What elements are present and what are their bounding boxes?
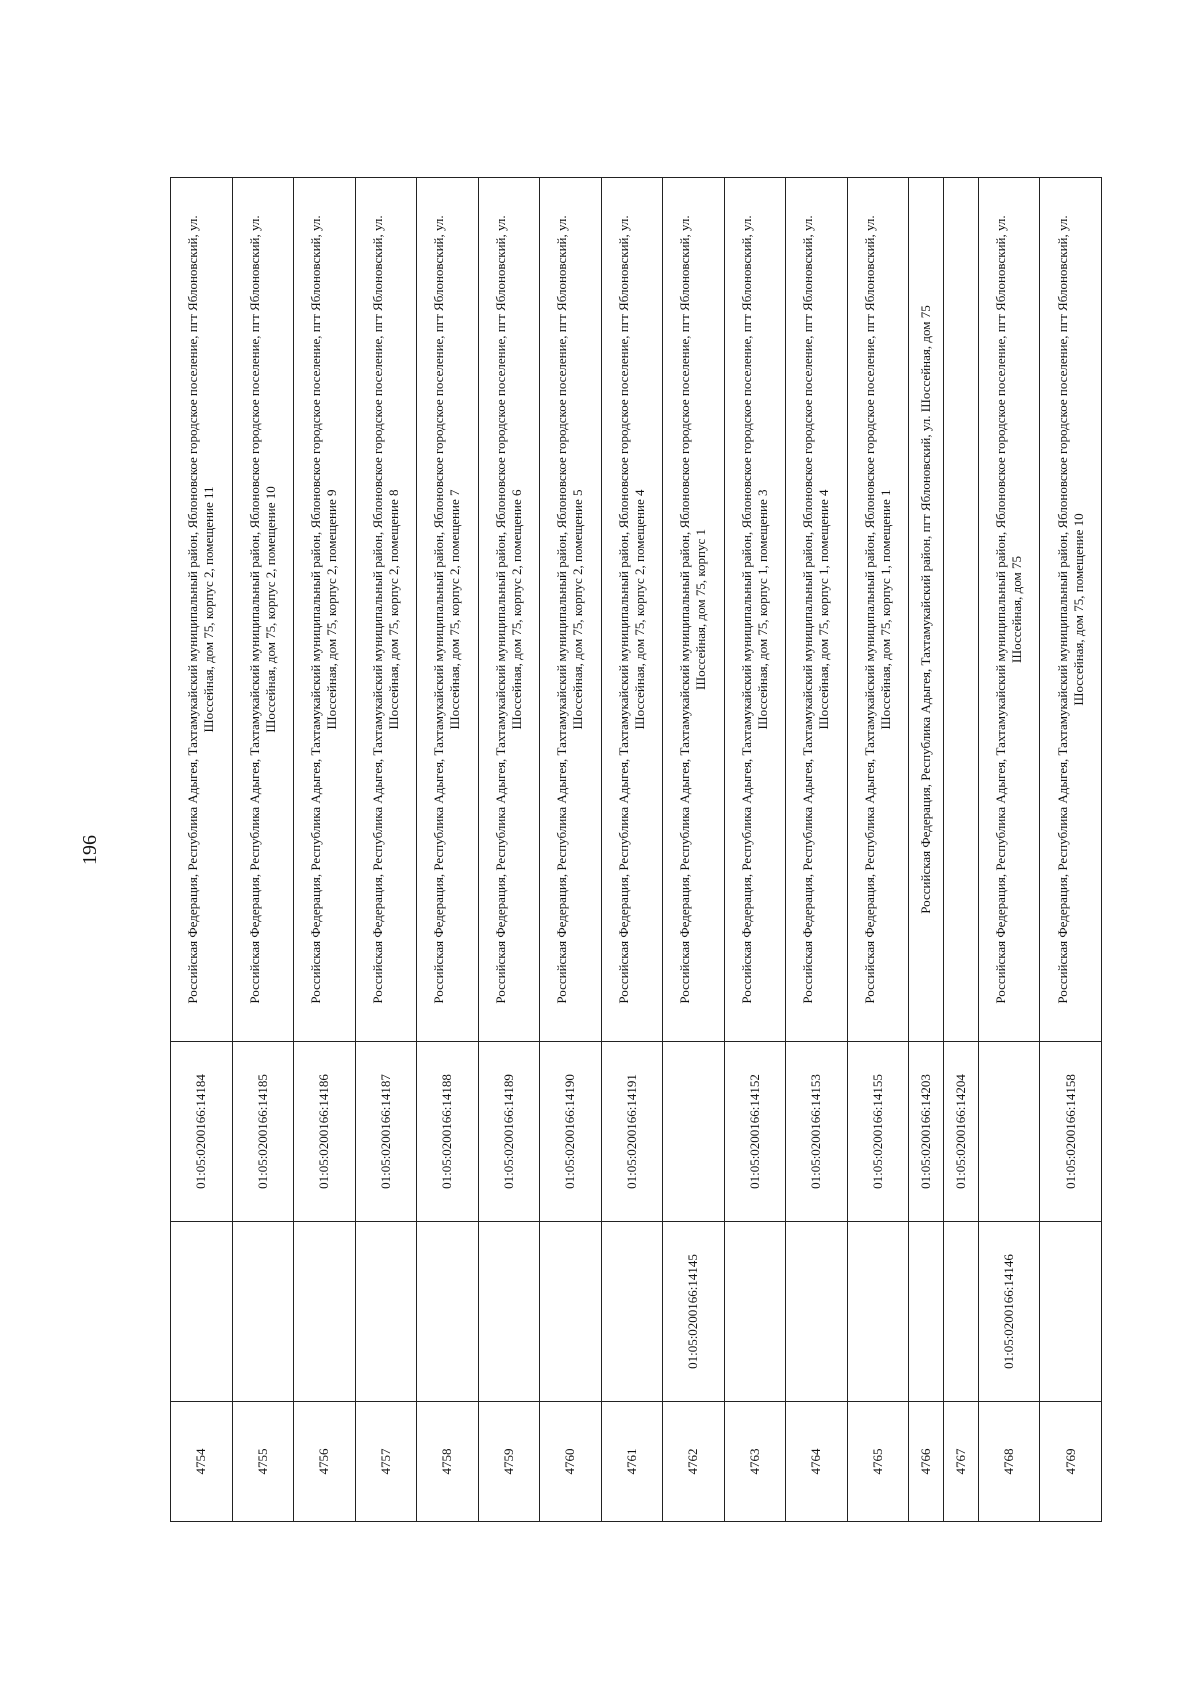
table-row <box>540 178 602 1522</box>
row-number: 4761 <box>601 1402 663 1522</box>
parent-cadastral-number: 01:05:0200166:14146 <box>978 1222 1040 1402</box>
parent-cadastral-number <box>943 1222 978 1402</box>
row-number: 4769 <box>1040 1402 1102 1522</box>
cadastral-number: 01:05:0200166:14185 <box>232 1042 294 1222</box>
row-number: 4754 <box>171 1402 233 1522</box>
cadastral-number <box>978 1042 1040 1222</box>
cadastral-number: 01:05:0200166:14189 <box>478 1042 540 1222</box>
row-number: 4764 <box>786 1402 848 1522</box>
table-row <box>909 178 944 1522</box>
cadastral-number: 01:05:0200166:14158 <box>1040 1042 1102 1222</box>
address: Российская Федерация, Республика Адыгея, Тахтамукайский муниципальный район, Яблоновское городское поселение, пгт Яблоновский, ул. Шоссейная, дом 75, корпус 2, помещение 6 <box>478 178 540 1042</box>
registry-table <box>170 177 1102 1522</box>
parent-cadastral-number <box>171 1222 233 1402</box>
table-row <box>355 178 417 1522</box>
row-number: 4767 <box>943 1402 978 1522</box>
cadastral-number: 01:05:0200166:14153 <box>786 1042 848 1222</box>
parent-cadastral-number <box>1040 1222 1102 1402</box>
parent-cadastral-number <box>786 1222 848 1402</box>
address: Российская Федерация, Республика Адыгея, Тахтамукайский муниципальный район, Яблоновское городское поселение, пгт Яблоновский, ул. Шоссейная, дом 75, помещение 10 <box>1040 178 1102 1042</box>
address <box>943 178 978 1042</box>
cadastral-number: 01:05:0200166:14204 <box>943 1042 978 1222</box>
table-row <box>417 178 479 1522</box>
row-number: 4755 <box>232 1402 294 1522</box>
table-row <box>171 178 233 1522</box>
table-row <box>478 178 540 1522</box>
address: Российская Федерация, Республика Адыгея, Тахтамукайский муниципальный район, Яблоновское городское поселение, пгт Яблоновский, ул. Шоссейная, дом 75, корпус 1, помещение 3 <box>724 178 786 1042</box>
row-number: 4762 <box>663 1402 725 1522</box>
table-row <box>786 178 848 1522</box>
table-row <box>294 178 356 1522</box>
address: Российская Федерация, Республика Адыгея, Тахтамукайский муниципальный район, Яблоновское городское поселение, пгт Яблоновский, ул. Шоссейная, дом 75, корпус 2, помещение 9 <box>294 178 356 1042</box>
row-number: 4759 <box>478 1402 540 1522</box>
parent-cadastral-number <box>847 1222 909 1402</box>
table-row <box>847 178 909 1522</box>
address: Российская Федерация, Республика Адыгея, Тахтамукайский муниципальный район, Яблоновское городское поселение, пгт Яблоновский, ул. Шоссейная, дом 75, корпус 1, помещение 4 <box>786 178 848 1042</box>
cadastral-number: 01:05:0200166:14188 <box>417 1042 479 1222</box>
table-row <box>978 178 1040 1522</box>
table-row <box>601 178 663 1522</box>
address: Российская Федерация, Республика Адыгея, Тахтамукайский муниципальный район, Яблоновское городское поселение, пгт Яблоновский, ул. Шоссейная, дом 75, корпус 2, помещение 11 <box>171 178 233 1042</box>
registry-table-rotated <box>170 178 1102 1522</box>
parent-cadastral-number: 01:05:0200166:14145 <box>663 1222 725 1402</box>
registry-table-body <box>171 178 1102 1522</box>
table-row <box>1040 178 1102 1522</box>
parent-cadastral-number <box>909 1222 944 1402</box>
row-number: 4766 <box>909 1402 944 1522</box>
address: Российская Федерация, Республика Адыгея, Тахтамукайский муниципальный район, Яблоновское городское поселение, пгт Яблоновский, ул. Шоссейная, дом 75, корпус 2, помещение 7 <box>417 178 479 1042</box>
parent-cadastral-number <box>601 1222 663 1402</box>
parent-cadastral-number <box>294 1222 356 1402</box>
page-number: 196 <box>79 835 101 865</box>
address: Российская Федерация, Республика Адыгея, Тахтамукайский муниципальный район, Яблоновское городское поселение, пгт Яблоновский, ул. Шоссейная, дом 75, корпус 2, помещение 5 <box>540 178 602 1042</box>
cadastral-number: 01:05:0200166:14155 <box>847 1042 909 1222</box>
table-row <box>943 178 978 1522</box>
table-row <box>232 178 294 1522</box>
cadastral-number: 01:05:0200166:14186 <box>294 1042 356 1222</box>
registry-table-container <box>170 178 1102 1522</box>
table-row <box>724 178 786 1522</box>
address: Российская Федерация, Республика Адыгея, Тахтамукайский муниципальный район, Яблоновское городское поселение, пгт Яблоновский, ул. Шоссейная, дом 75, корпус 2, помещение 8 <box>355 178 417 1042</box>
cadastral-number: 01:05:0200166:14190 <box>540 1042 602 1222</box>
row-number: 4760 <box>540 1402 602 1522</box>
parent-cadastral-number <box>232 1222 294 1402</box>
address: Российская Федерация, Республика Адыгея, Тахтамукайский муниципальный район, Яблоновское городское поселение, пгт Яблоновский, ул. Шоссейная, дом 75, корпус 2, помещение 4 <box>601 178 663 1042</box>
address: Российская Федерация, Республика Адыгея, Тахтамукайский муниципальный район, Яблоновское городское поселение, пгт Яблоновский, ул. Шоссейная, дом 75, корпус 1, помещение 1 <box>847 178 909 1042</box>
row-number: 4765 <box>847 1402 909 1522</box>
cadastral-number <box>663 1042 725 1222</box>
row-number: 4756 <box>294 1402 356 1522</box>
cadastral-number: 01:05:0200166:14191 <box>601 1042 663 1222</box>
address: Российская Федерация, Республика Адыгея, Тахтамукайский муниципальный район, Яблоновское городское поселение, пгт Яблоновский, ул. Шоссейная, дом 75, корпус 1 <box>663 178 725 1042</box>
parent-cadastral-number <box>724 1222 786 1402</box>
cadastral-number: 01:05:0200166:14203 <box>909 1042 944 1222</box>
address: Российская Федерация, Республика Адыгея, Тахтамукайский район, пгт Яблоновский, ул. Шоссейная, дом 75 <box>909 178 944 1042</box>
parent-cadastral-number <box>478 1222 540 1402</box>
cadastral-number: 01:05:0200166:14152 <box>724 1042 786 1222</box>
cadastral-number: 01:05:0200166:14187 <box>355 1042 417 1222</box>
row-number: 4758 <box>417 1402 479 1522</box>
parent-cadastral-number <box>355 1222 417 1402</box>
address: Российская Федерация, Республика Адыгея, Тахтамукайский муниципальный район, Яблоновское городское поселение, пгт Яблоновский, ул. Шоссейная, дом 75, корпус 2, помещение 10 <box>232 178 294 1042</box>
address: Российская Федерация, Республика Адыгея, Тахтамукайский муниципальный район, Яблоновское городское поселение, пгт Яблоновский, ул. Шоссейная, дом 75 <box>978 178 1040 1042</box>
row-number: 4763 <box>724 1402 786 1522</box>
row-number: 4757 <box>355 1402 417 1522</box>
cadastral-number: 01:05:0200166:14184 <box>171 1042 233 1222</box>
table-row <box>663 178 725 1522</box>
row-number: 4768 <box>978 1402 1040 1522</box>
parent-cadastral-number <box>540 1222 602 1402</box>
parent-cadastral-number <box>417 1222 479 1402</box>
